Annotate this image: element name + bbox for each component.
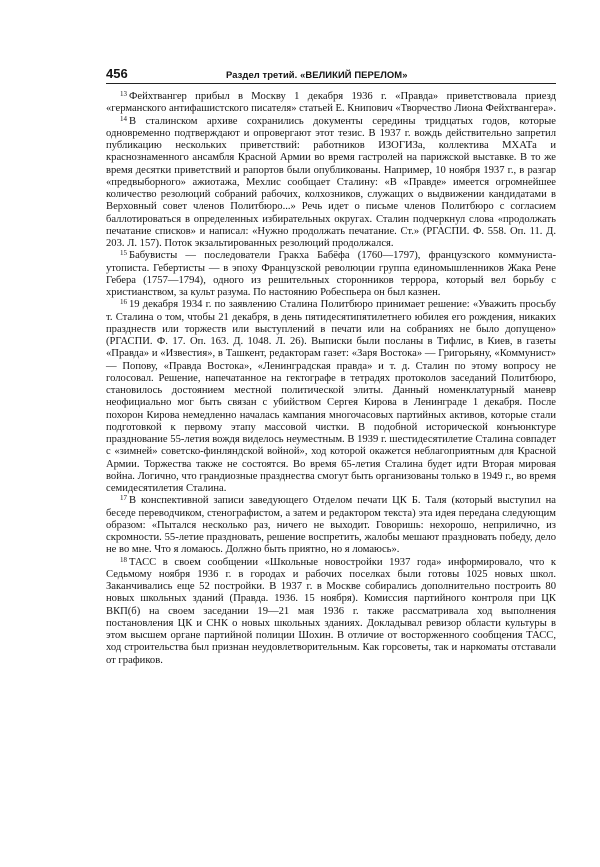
footnote-17 bbox=[106, 495, 556, 556]
note-text: 19 декабря 1934 г. по заявлению Сталина Политбюро принимает решение: «Уважить просьбу т. Сталина о том, чтобы 21 декабря, в день пятидесятипятилетнего юбилея его рождения, никаких празднеств или торжеств или выступлений в печати или на собраниях не было допущено» (РГАСПИ. Ф. 17. Оп. 163. Д. 1048. Л. 26). Выписки были посланы в Тифлис, в Киев, в газеты «Правда» и «Известия», в Ташкент, редакторам газет: «Заря Востока» — Григорьяну, «Коммунист» — Попову, «Правда Востока», «Ленинградская правда» и т. д. Сталин по этому вопросу не голосовал. Решение, напечатанное на гектографе в тетрадях протоколов заседаний Политбюро, становилось достоянием местной политической элиты. Данный номенклатурный маневр неофициально мог быть связан с убийством Сергея Кирова в Ленинграде 1 декабря. После похорон Кирова немедленно началась кампания многочасовых партийных активов, которые стали подготовкой к первому этапу массовой чистки. В подобной исторической конъюнктуре празднование 55-летия вождя виделось неуместным. В 1939 г. шестидесятилетие Сталина совпадет с «зимней» советско-финляндской войной», ход которой окажется неблагоприятным для Красной Армии. Торжества также не состоятся. Во время 65-летия Сталина будет идти Вторая мировая война. Логично, что грандиозные празднества смогут быть организованы только в 1949 г., во время семидесятилетия Сталина. bbox=[106, 299, 556, 494]
footnote-14 bbox=[106, 116, 556, 251]
note-number: 17 bbox=[120, 494, 127, 503]
note-text: Фейхтвангер прибыл в Москву 1 декабря 1936 г. «Правда» приветствовала приезд «германского антифашистского писателя» статьей Е. Книпович «Творчество Лиона Фейхтвангера». bbox=[106, 91, 556, 115]
note-text: ТАСС в своем сообщении «Школьные новостройки 1937 года» информировало, что к Седьмому ноября 1936 г. в городах и рабочих поселках были готовы 1025 новых школ. Заканчивались еще 52 постройки. В 1937 г. в Москве собирались дополнительно построить 80 новых школьных зданий (Правда. 1936. 15 ноября). Комиссия партийного контроля при ЦК ВКП(б) на своем заседании 19—21 мая 1936 г. также рассматривала ход выполнения постановления ЦК и СНК о новых школьных зданиях. Докладывал ревизор области культуры в этом высшем органе партийной полиции Шохин. В отличие от восторженного сообщения ТАСС, ход строительства был признан неудовлетворительным. Как горсоветы, так и наркоматы отставали от графиков. bbox=[106, 556, 556, 666]
page-header bbox=[106, 66, 556, 84]
footnote-15 bbox=[106, 250, 556, 299]
note-number: 13 bbox=[120, 90, 127, 98]
note-text: В сталинском архиве сохранились документы середины тридцатых годов, которые одновременно подтверждают и опровергают этот тезис. В 1937 г. вождь действительно запретил публикацию нескольких приветствий: работников ИЗОГИЗа, коллектива МХАТа и краснознаменного ансамбля Красной Армии во время гастролей на парижской выставке. В то же время десятки приветствий и рапортов были опубликованы. Например, 10 ноября 1937 г., в разгар «предвыборного» ажиотажа, Мехлис сообщает Сталину: «В «Правде» имеется огромнейшее количество резолюций собраний рабочих, колхозников, служащих о выдвижении кандидатами в Верховный совет членов Политбюро...» Речь идет о письме членов Политбюро с согласием баллотироваться в определенных избирательных округах. Сталин подчеркнул слова «продолжать печатание списков» и написал: «Нужно продолжать печатание. Ст.» (РГАСПИ. Ф. 558. Оп. 11. Д. 203. Л. 157). Поток экзальтированных резолюций продолжался. bbox=[106, 115, 556, 249]
page-number: 456 bbox=[106, 66, 128, 81]
footnote-13 bbox=[106, 91, 556, 116]
footnote-16 bbox=[106, 299, 556, 495]
note-text: В конспективной записи заведующего Отделом печати ЦК Б. Таля (который выступил на беседе переводчиком, стенографистом, а затем и редактором текста) эта идея передана следующим образом: «Пытался несколько раз, ничего не выходит. Говоришь: нехорошо, неприлично, из скромности. 55-летие праздновать, решение воспретить, жалобы мешают праздновать победу, дело не во мне. Что я ломаюсь. Должно быть приятно, но я ломаюсь». bbox=[106, 495, 556, 556]
running-title: Раздел третий. «ВЕЛИКИЙ ПЕРЕЛОМ» bbox=[226, 69, 408, 80]
footnote-18 bbox=[106, 557, 556, 667]
footnotes bbox=[106, 91, 556, 667]
note-number: 14 bbox=[120, 114, 127, 123]
note-number: 18 bbox=[120, 555, 127, 564]
note-number: 15 bbox=[120, 249, 127, 258]
note-number: 16 bbox=[120, 298, 127, 307]
note-text: Бабувисты — последователи Гракха Бабёфа (1760—1797), французского коммуниста-утописта. Гебертисты — в эпоху Французской революции группа единомышленников Жака Рене Гебера (1757—1794), одного из решительных сторонников террора, который вел борьбу с христианством, за культ разума. По настоянию Робеспьера он был казнен. bbox=[106, 250, 556, 298]
